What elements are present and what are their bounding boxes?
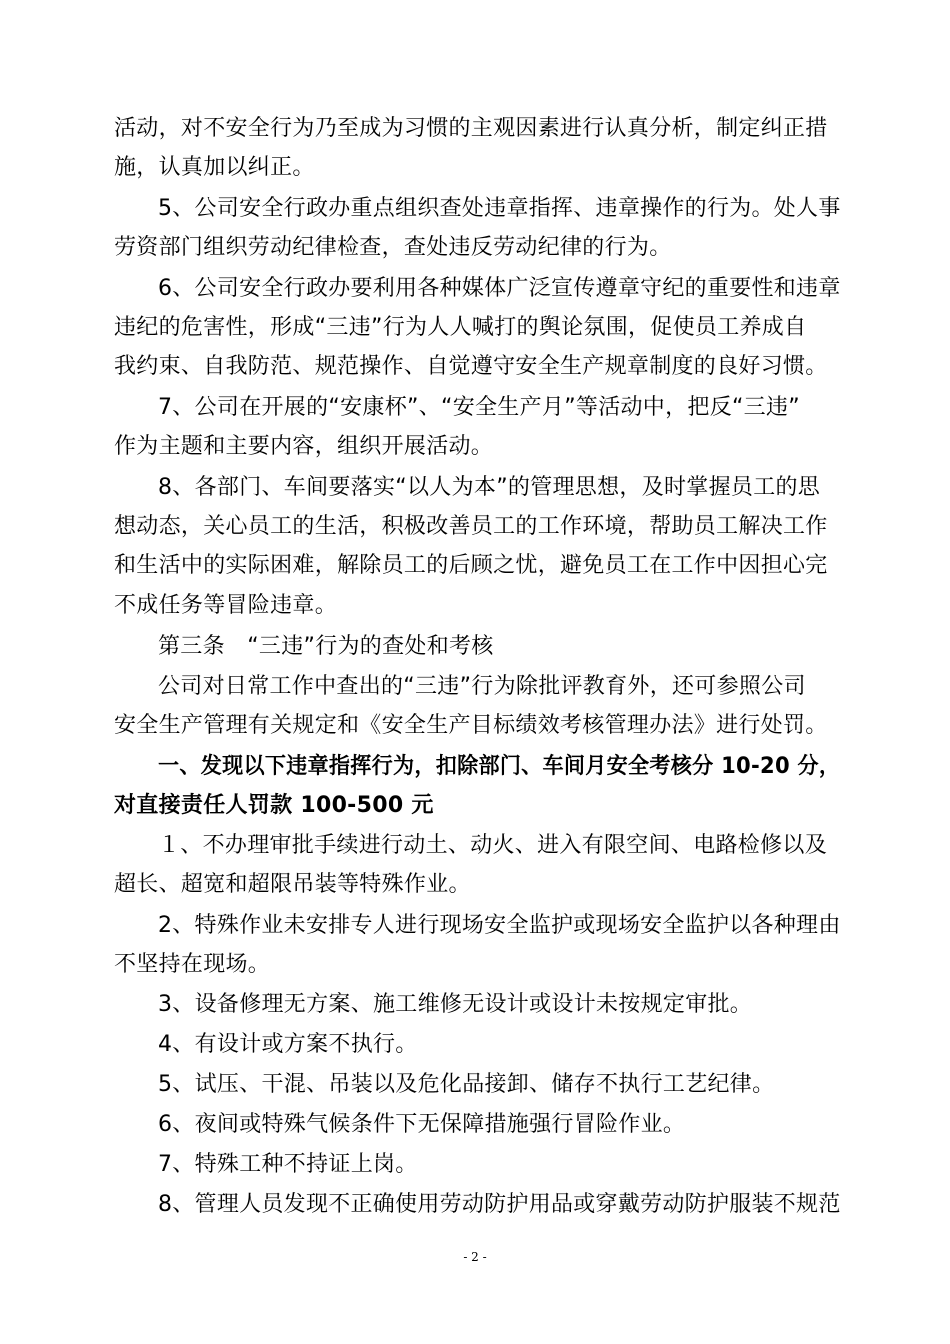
text-line: 6、公司安全行政办要利用各种媒体广泛宣传遵章守纪的重要性和违章 [158,276,841,301]
list-item: 7、特殊工种不持证上岗。 [158,1152,418,1177]
text-line: 安全生产管理有关规定和《安全生产目标绩效考核管理办法》进行处罚。 [114,713,828,738]
text-line: 不成任务等冒险违章。 [114,593,338,618]
text-line: 活动，对不安全行为乃至成为习惯的主观因素进行认真分析，制定纠正措 [114,116,828,141]
text-line: 施，认真加以纠正。 [114,155,315,180]
list-item: １、不办理审批手续进行动土、动火、进入有限空间、电路检修以及 [158,833,828,858]
text-line: 想动态，关心员工的生活，积极改善员工的工作环境，帮助员工解决工作 [114,514,828,539]
text-line: 公司对日常工作中查出的“三违”行为除批评教育外，还可参照公司 [158,674,806,699]
list-item: 8、管理人员发现不正确使用劳动防护用品或穿戴劳动防护服装不规范 [158,1192,841,1217]
list-item: 不坚持在现场。 [114,952,271,977]
list-item: 4、有设计或方案不执行。 [158,1032,418,1057]
text-line: 7、公司在开展的“安康杯”、“安全生产月”等活动中，把反“三违” [158,395,800,420]
text-line: 劳资部门组织劳动纪律检查，查处违反劳动纪律的行为。 [114,235,672,260]
list-item: 3、设备修理无方案、施工维修无设计或设计未按规定审批。 [158,992,753,1017]
text-line: 和生活中的实际困难，解除员工的后顾之忧，避免员工在工作中因担心完 [114,553,828,578]
text-line: 我约束、自我防范、规范操作、自觉遵守安全生产规章制度的良好习惯。 [114,354,828,379]
text-line: 5、公司安全行政办重点组织查处违章指挥、违章操作的行为。处人事 [158,196,841,221]
list-item: 6、夜间或特殊气候条件下无保障措施强行冒险作业。 [158,1112,686,1137]
text-line: 8、各部门、车间要落实“以人为本”的管理思想，及时掌握员工的思 [158,475,821,500]
text-line: 作为主题和主要内容，组织开展活动。 [114,434,494,459]
page-number: - 2 - [463,1250,487,1264]
list-item: 2、特殊作业未安排专人进行现场安全监护或现场安全监护以各种理由 [158,913,841,938]
text-line: 违纪的危害性，形成“三违”行为人人喊打的舆论氛围，促使员工养成自 [114,315,807,340]
list-item: 超长、超宽和超限吊装等特殊作业。 [114,872,471,897]
section-heading: 第三条 “三违”行为的查处和考核 [158,634,494,659]
list-item: 5、试压、干混、吊装以及危化品接卸、储存不执行工艺纪律。 [158,1072,775,1097]
subsection-heading: 对直接责任人罚款 100-500 元 [114,793,434,818]
subsection-heading: 一、发现以下违章指挥行为，扣除部门、车间月安全考核分 10-20 分， [158,754,841,779]
